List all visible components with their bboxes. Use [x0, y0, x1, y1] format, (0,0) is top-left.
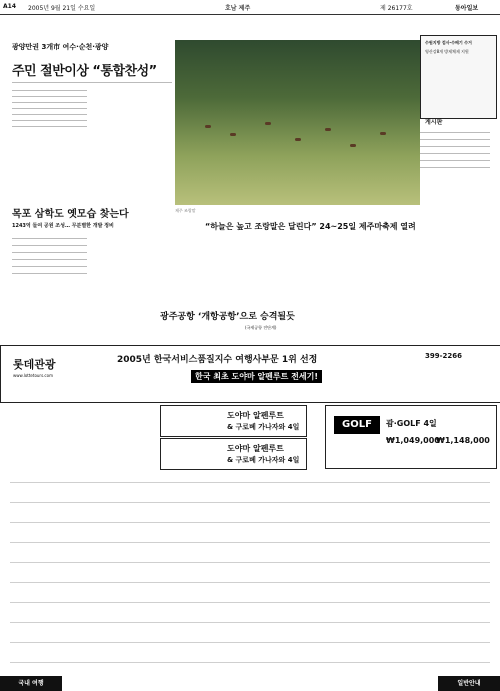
footer-right-label: 일반안내 [438, 676, 500, 691]
page-header [0, 0, 500, 15]
horse-photo [175, 40, 420, 205]
ad-strip [0, 345, 500, 403]
left-rule [12, 82, 172, 83]
right-phone: 399-2266 [425, 352, 462, 360]
paper-name: 동아일보 [455, 5, 479, 12]
service-banner: 2005년 한국서비스품질지수 여행사부문 1위 선정 [117, 355, 318, 365]
right-note-1: 수원지방 검사·수배기 수거 [425, 40, 472, 45]
right-note-box [420, 35, 497, 119]
left-lower-body [12, 232, 172, 327]
left-subhead-sub: 1243억 들여 공원 조성… 무분별한 개발 정비 [12, 223, 114, 229]
lotte-url: www.lottetours.com [13, 373, 53, 378]
issue-number: 제 26177호 [380, 5, 413, 12]
notice-title: 게시판 [425, 119, 443, 126]
left-subhead: 목포 삼학도 옛모습 찾는다 [12, 209, 129, 220]
toyama1-subtitle: & 구로베 가나자와 4일 [227, 423, 300, 431]
golf-text: 괌·GOLF 4일 [386, 419, 437, 428]
toyama2-title: 도야마 알펜루트 [227, 444, 284, 453]
photo-caption: 제주 조랑말 [175, 208, 196, 213]
charter-banner: 한국 최초 도야마 알펜루트 전세기! [191, 370, 322, 383]
page-number: A14 [3, 3, 16, 10]
left-kicker: 광양만권 3개市 여수·순천·광양 [12, 43, 109, 51]
toyama-ad-1 [160, 405, 307, 437]
toyama1-title: 도야마 알펜루트 [227, 411, 284, 420]
left-body [12, 86, 172, 201]
golf-price-1: ₩1,049,000 [386, 436, 440, 445]
classified-ad-grid [0, 472, 500, 682]
bottom-headline: 광주공항 ‘개항공항’으로 승격될듯 [160, 312, 295, 322]
golf-price-2: ₩1,148,000 [436, 436, 490, 445]
golf-label: GOLF [334, 416, 380, 434]
bottom-subhead: (국제공항 전단계) [245, 325, 277, 330]
notice-list [420, 126, 495, 331]
issue-date: 2005년 9월 21일 수요일 [28, 5, 96, 12]
section-title: 호남 제주 [225, 5, 251, 12]
footer-left-label: 국내 여행 [0, 676, 62, 691]
toyama-ad-2 [160, 438, 307, 470]
left-headline: 주민 절반이상 “통합찬성” [12, 64, 157, 79]
center-headline: “하늘은 높고 조랑말은 달린다” 24~25일 제주마축제 열려 [205, 222, 416, 231]
lotte-logo: 롯데관광 [13, 358, 56, 371]
right-note-2: 영산강8개 방제체제 지원 [425, 49, 469, 54]
toyama2-subtitle: & 구로베 가나자와 4일 [227, 456, 300, 464]
golf-ad [325, 405, 497, 469]
